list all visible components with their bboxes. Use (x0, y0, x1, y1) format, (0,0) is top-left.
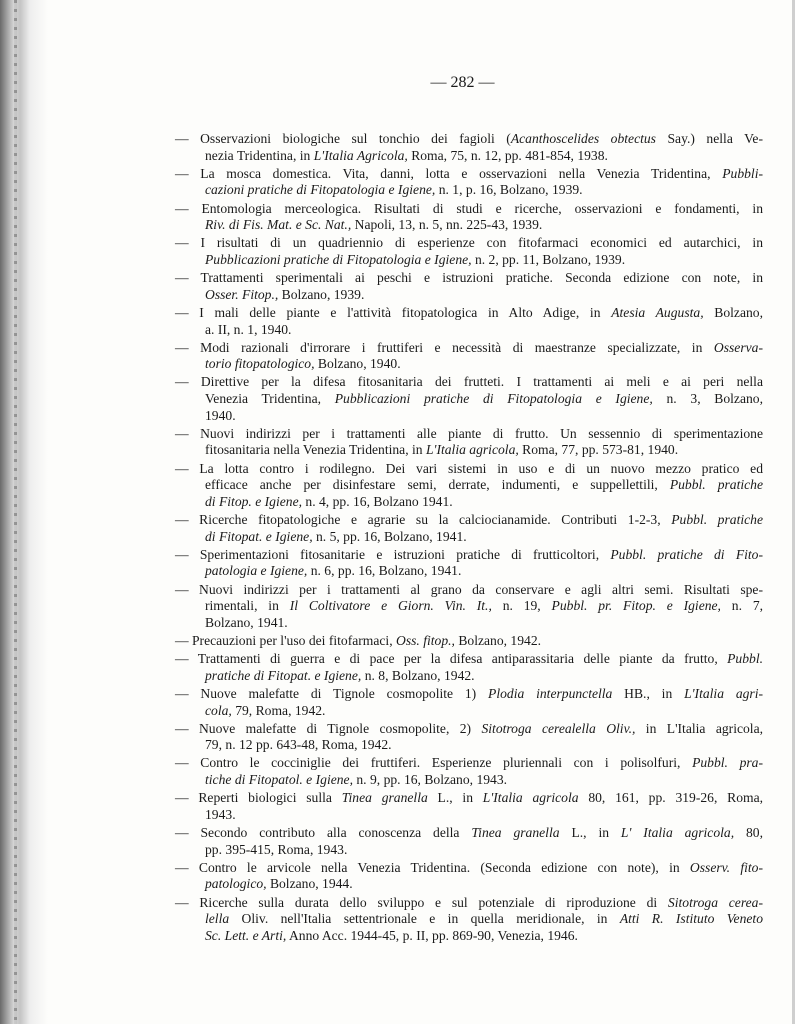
entry-text: efficace anche per disinfestare semi, derrate, indumenti, e suppellettili, (205, 477, 670, 493)
entry-line (175, 391, 763, 408)
entry-line (175, 131, 763, 148)
italic-title-text: L'Italia agricola (482, 790, 579, 806)
italic-title-text: Atesia Augusta, (611, 304, 704, 320)
entry-text: n. 7, (720, 598, 764, 614)
entry-text: — Trattamenti sperimentali ai peschi e istruzioni pratiche. Seconda edizione con note, in (175, 270, 763, 286)
entry-text: Bolzano, 1941. (205, 614, 288, 630)
entry-text: 80, 161, pp. 319-26, Roma, (578, 790, 763, 806)
entry-text: n. 3, Bolzano, (652, 391, 763, 407)
italic-title-text: Il Coltivatore e Giorn. Vin. It., (289, 598, 492, 614)
italic-title-text: L'Italia agri- (684, 685, 764, 701)
entry-text: Venezia Tridentina, (205, 391, 335, 407)
entry-text: 80, (734, 825, 763, 841)
entry-text: — Nuovi indirizzi per i trattamenti al grano da conservare e agli altri semi. Risultati spe- (175, 581, 763, 597)
entry-text: n. 8, Bolzano, 1942. (361, 667, 475, 683)
entry-text: Bolzano, 1939. (278, 286, 365, 302)
entry-text: — I mali delle piante e l'attività fitopatologica in Alto Adige, in (175, 304, 612, 320)
bibliography-entry (175, 340, 763, 373)
bibliography-entry (175, 755, 763, 788)
entry-text: — Contro le cocciniglie dei fruttiferi. Esperienze pluriennali con i polisolfuri, (175, 755, 693, 771)
entry-line (175, 305, 763, 322)
entry-text: Anno Acc. 1944-45, p. II, pp. 869-90, Venezia, 1946. (286, 927, 578, 943)
entry-text: Napoli, 13, n. 5, nn. 225-43, 1939. (351, 217, 543, 233)
bibliography-entry (175, 461, 763, 511)
entry-line (175, 477, 763, 494)
italic-title-text: L'Italia Agricola, (313, 147, 408, 163)
bibliography-entry (175, 582, 763, 632)
entry-text: n. 4, pp. 16, Bolzano 1941. (302, 493, 453, 509)
entry-text: — Ricerche sulla durata dello sviluppo e sul potenziale di riproduzione di (175, 894, 668, 910)
entry-line (175, 217, 763, 234)
italic-title-text: cola, (205, 702, 232, 718)
entry-line (175, 825, 763, 842)
entry-text: Bolzano, 1942. (454, 632, 542, 648)
italic-title-text: Pubblicazioni pratiche di Fitopatologia e Igiene, (334, 391, 653, 407)
entry-text: HB., in (612, 685, 685, 701)
bibliography-entry (175, 305, 763, 338)
page-number: — 282 — (430, 74, 495, 91)
italic-title-text: Pubbl. pra- (692, 755, 764, 771)
entry-line (175, 876, 763, 893)
entry-text: rimentali, in (205, 598, 290, 614)
entry-line (175, 494, 763, 511)
bibliography-entry (175, 131, 763, 164)
entry-line (175, 686, 763, 703)
bibliography-entry (175, 547, 763, 580)
entry-line (175, 737, 763, 754)
entry-text: L., in (427, 790, 483, 806)
entry-text: — Osservazioni biologiche sul tonchio dei fagioli ( (175, 131, 511, 146)
entry-text: — I risultati di un quadriennio di esperienze con fitofarmaci economici ed autarchici, in (175, 235, 763, 251)
entry-text: n. 1, p. 16, Bolzano, 1939. (435, 182, 583, 198)
entry-text: — Modi razionali d'irrorare i fruttiferi e necessità di maestranze specializzate, in (175, 339, 714, 355)
bibliography-list (175, 131, 763, 946)
entry-text: Bolzano, 1944. (266, 876, 353, 892)
italic-title-text: torio fitopatologico, (205, 356, 315, 372)
bibliography-entry (175, 633, 763, 650)
italic-title-text: Pubblicazioni pratiche di Fitopatologia e Igiene, (205, 251, 472, 267)
entry-text: Bolzano, 1940. (314, 356, 401, 372)
italic-title-text: Oss. fitop., (396, 632, 455, 648)
italic-title-text: Pubbli- (722, 165, 763, 181)
entry-text: — La lotta contro i rodilegno. Dei vari sistemi in uso e di un nuovo mezzo pratico ed (175, 460, 763, 476)
italic-title-text: Osserva- (713, 339, 763, 355)
entry-line (175, 201, 763, 218)
bibliography-entry (175, 201, 763, 234)
entry-line (175, 895, 763, 912)
entry-text: — Sperimentazioni fitosanitarie e istruzioni pratiche di frutticoltori, (175, 546, 611, 562)
entry-line (175, 703, 763, 720)
entry-line (175, 563, 763, 580)
italic-title-text: tiche di Fitopatol. e Igiene, (205, 772, 353, 788)
italic-title-text: Sitotroga cerea- (667, 894, 763, 910)
entry-text: — Precauzioni per l'uso dei fitofarmaci, (175, 632, 397, 648)
entry-text: 79, n. 12 pp. 643-48, Roma, 1942. (205, 737, 392, 753)
entry-text: — Contro le arvicole nella Venezia Tridentina. (Seconda edizione con note), in (175, 859, 690, 875)
bibliography-entry (175, 825, 763, 858)
entry-text: n. 2, pp. 11, Bolzano, 1939. (471, 251, 626, 267)
entry-line (175, 512, 763, 529)
entry-line (175, 860, 763, 877)
entry-line (175, 442, 763, 459)
bibliography-entry (175, 721, 763, 754)
entry-line (175, 322, 763, 339)
entry-text: 1940. (205, 407, 236, 423)
entry-text: 1943. (205, 806, 236, 822)
italic-title-text: Atti R. Istituto Veneto (619, 911, 763, 927)
entry-text: — Direttive per la difesa fitosanitaria dei frutteti. I trattamenti ai meli e ai peri nella (175, 374, 763, 390)
entry-line (175, 755, 763, 772)
bibliography-entry (175, 235, 763, 268)
italic-title-text: lella (205, 911, 230, 927)
italic-title-text: Acanthoscelides obtectus (510, 131, 656, 146)
entry-line (175, 842, 763, 859)
italic-title-text: Pubbl. pratiche (669, 477, 764, 493)
entry-text: nezia Tridentina, in (205, 147, 314, 163)
entry-line (175, 911, 763, 928)
bibliography-entry (175, 686, 763, 719)
entry-line (175, 182, 763, 199)
bibliography-entry (175, 166, 763, 199)
entry-text: Oliv. nell'Italia settentrionale e in quella meridionale, in (229, 911, 620, 927)
italic-title-text: Plodia interpunctella (488, 685, 613, 701)
entry-text: — Entomologia merceologica. Risultati di studi e ricerche, osservazioni e fondamenti, in (175, 200, 763, 216)
entry-text: Roma, 75, n. 12, pp. 481-854, 1938. (407, 147, 608, 163)
entry-text: — Trattamenti di guerra e di pace per la difesa antiparassitaria delle piante da frutto, (175, 651, 728, 667)
entry-text: — Ricerche fitopatologiche e agrarie su la calciocianamide. Contributi 1-2-3, (175, 512, 672, 527)
entry-line (175, 426, 763, 443)
entry-line (175, 270, 763, 287)
entry-text: n. 9, pp. 16, Bolzano, 1943. (352, 772, 508, 788)
entry-line (175, 252, 763, 269)
entry-text: n. 5, pp. 16, Bolzano, 1941. (312, 528, 467, 544)
bibliography-entry (175, 860, 763, 893)
entry-line (175, 772, 763, 789)
entry-line (175, 790, 763, 807)
bibliography-entry (175, 512, 763, 545)
entry-text: n. 6, pp. 16, Bolzano, 1941. (307, 563, 462, 579)
entry-text: L., in (559, 825, 621, 841)
entry-line (175, 356, 763, 373)
entry-line (175, 408, 763, 425)
entry-text: n. 19, (491, 598, 552, 614)
entry-text: — La mosca domestica. Vita, danni, lotta e osservazioni nella Venezia Tridentina, (175, 165, 723, 181)
entry-line (175, 340, 763, 357)
entry-text: in L'Italia agricola, (635, 720, 764, 736)
entry-line (175, 807, 763, 824)
italic-title-text: Riv. di Fis. Mat. e Sc. Nat., (205, 217, 352, 233)
bibliography-entry (175, 426, 763, 459)
entry-line (175, 651, 763, 668)
entry-line (175, 166, 763, 183)
entry-line (175, 374, 763, 391)
italic-title-text: Osser. Fitop., (205, 286, 279, 302)
bibliography-entry (175, 790, 763, 823)
italic-title-text: Pubbl. pratiche di Fito- (610, 546, 763, 562)
entry-line (175, 235, 763, 252)
entry-line (175, 287, 763, 304)
italic-title-text: Pubbl. pratiche (671, 512, 763, 527)
entry-line (175, 598, 763, 615)
italic-title-text: patologico, (205, 876, 267, 892)
entry-text: a. II, n. 1, 1940. (205, 321, 292, 337)
entry-text: Roma, 77, pp. 573-81, 1940. (518, 442, 679, 458)
entry-line (175, 721, 763, 738)
italic-title-text: pratiche di Fitopat. e Igiene, (205, 667, 362, 683)
italic-title-text: L'Italia agricola, (425, 442, 519, 458)
italic-title-text: Sc. Lett. e Arti, (205, 927, 287, 943)
entry-text: Bolzano, (703, 304, 763, 320)
entry-line (175, 461, 763, 478)
italic-title-text: Pubbl. pr. Fitop. e Igiene, (551, 598, 721, 614)
italic-title-text: Osserv. fito- (689, 859, 763, 875)
entry-text: — Secondo contributo alla conoscenza della (175, 825, 472, 841)
italic-title-text: cazioni pratiche di Fitopatologia e Igiene, (205, 182, 436, 198)
bibliography-entry (175, 651, 763, 684)
italic-title-text: di Fitopat. e Igiene, (205, 528, 313, 544)
entry-text: fitosanitaria nella Venezia Tridentina, in (205, 442, 426, 458)
italic-title-text: di Fitop. e Igiene, (205, 493, 303, 509)
italic-title-text: Tinea granella (341, 790, 428, 806)
entry-text: pp. 395-415, Roma, 1943. (205, 841, 348, 857)
scan-binding-edge (0, 0, 48, 1024)
entry-text: — Reperti biologici sulla (175, 790, 342, 806)
entry-line (175, 668, 763, 685)
entry-text: — Nuovi indirizzi per i trattamenti alle piante di frutto. Un sessennio di sperimentazione (175, 425, 763, 441)
entry-line (175, 148, 763, 165)
italic-title-text: L' Italia agricola, (620, 825, 735, 841)
entry-line (175, 547, 763, 564)
italic-title-text: patologia e Igiene, (205, 563, 308, 579)
entry-text: — Nuove malefatte di Tignole cosmopolite 1) (175, 685, 489, 701)
bibliography-entry (175, 374, 763, 424)
entry-text: Say.) nella Ve- (655, 131, 763, 146)
entry-line (175, 633, 763, 650)
italic-title-text: Sitotroga cerealella Oliv., (481, 720, 636, 736)
entry-line (175, 582, 763, 599)
bibliography-entry (175, 270, 763, 303)
italic-title-text: Pubbl. (727, 651, 763, 667)
entry-line (175, 529, 763, 546)
italic-title-text: Tinea granella (471, 825, 560, 841)
bibliography-entry (175, 895, 763, 945)
entry-line (175, 928, 763, 945)
entry-text: — Nuove malefatte di Tignole cosmopolite, 2) (175, 720, 482, 736)
entry-text: 79, Roma, 1942. (231, 702, 326, 718)
entry-line (175, 615, 763, 632)
